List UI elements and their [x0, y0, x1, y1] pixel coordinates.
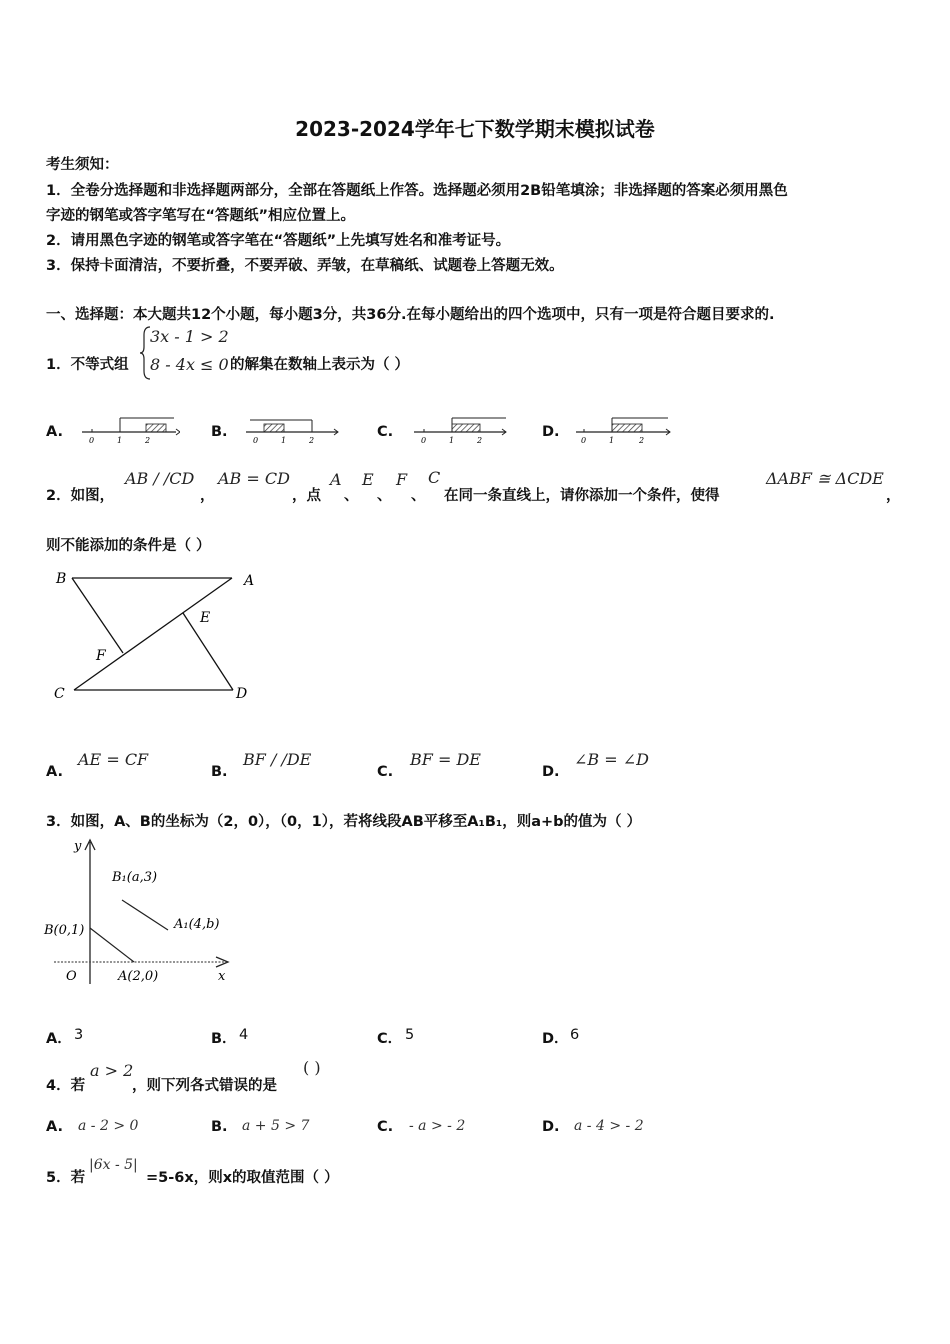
q3-text: 3．如图，A、B的坐标为（2，0），（0，1），若将线段AB平移至A₁B₁，则a+b的值为（ ） — [46, 814, 642, 830]
q2-condition-equal: AB = CD — [218, 469, 290, 488]
notice-line-1b: 字迹的钢笔或答字笔写在“答题纸”相应位置上。 — [46, 208, 356, 224]
q3-option-d-label[interactable]: D． — [542, 1031, 569, 1047]
q1-option-c-numberline — [412, 412, 512, 446]
q1-b-tick-1: 1 — [281, 436, 287, 445]
q2-condition-parallel: AB / /CD — [125, 469, 195, 488]
q1-suffix: 的解集在数轴上表示为（ ） — [230, 357, 410, 373]
q2-fig-label-f: F — [96, 648, 106, 664]
q1-option-d-label[interactable]: D. — [542, 424, 560, 440]
q1-inequality-2: 8 - 4x ≤ 0 — [150, 355, 229, 374]
q1-option-a-numberline — [80, 412, 180, 446]
q2-option-b-expr: BF / /DE — [243, 750, 312, 769]
q3-option-d-value: 6 — [570, 1027, 580, 1043]
q4-prefix: 4．若 — [46, 1078, 86, 1094]
q1-d-tick-0: 0 — [581, 436, 587, 445]
q2-mid: ，点 — [292, 488, 321, 504]
q3-axis-y: y — [74, 839, 82, 854]
q2-comma: ， — [200, 488, 215, 504]
q3-option-a-label[interactable]: A． — [46, 1031, 72, 1047]
q1-c-tick-2: 2 — [477, 436, 483, 445]
q4-option-a-label[interactable]: A. — [46, 1119, 63, 1135]
q4-paren: ( ) — [303, 1058, 321, 1077]
q4-option-d-expr: a - 4 > - 2 — [574, 1118, 644, 1134]
q2-option-b-label[interactable]: B. — [211, 764, 228, 780]
q3-point-a1: A₁(4,b) — [174, 917, 220, 932]
q3-option-c-value: 5 — [405, 1027, 415, 1043]
q2-prefix: 2．如图， — [46, 488, 115, 504]
q2-text: 在同一条直线上，请你添加一个条件，使得 — [444, 488, 720, 504]
q1-a-tick-0: 0 — [89, 436, 95, 445]
q1-option-a-label[interactable]: A. — [46, 424, 63, 440]
notice-heading: 考生须知： — [46, 157, 119, 173]
q1-inequality-1: 3x - 1 > 2 — [150, 327, 229, 346]
notice-line-3: 3．保持卡面清洁，不要折叠，不要弄破、弄皱，在草稿纸、试题卷上答题无效。 — [46, 258, 564, 274]
q2-figure — [46, 565, 266, 710]
q2-point-e: E — [362, 470, 374, 489]
q3-option-b-value: 4 — [239, 1027, 249, 1043]
q1-b-tick-0: 0 — [253, 436, 259, 445]
q2-sep-2: 、 — [377, 488, 392, 504]
q1-c-tick-0: 0 — [421, 436, 427, 445]
q4-option-b-expr: a + 5 > 7 — [242, 1118, 310, 1134]
q3-option-c-label[interactable]: C． — [377, 1031, 403, 1047]
q2-option-d-label[interactable]: D. — [542, 764, 560, 780]
q1-a-tick-1: 1 — [117, 436, 123, 445]
q1-option-d-numberline — [574, 412, 674, 446]
q4-option-c-expr: - a > - 2 — [409, 1118, 466, 1134]
q1-d-tick-1: 1 — [609, 436, 615, 445]
q2-point-c: C — [428, 468, 441, 487]
q1-option-c-label[interactable]: C. — [377, 424, 394, 440]
notice-line-2: 2．请用黑色字迹的钢笔或答字笔在“答题纸”上先填写姓名和准考证号。 — [46, 233, 511, 249]
q3-option-a-value: 3 — [74, 1027, 84, 1043]
q3-point-b1: B₁(a,3) — [112, 870, 158, 885]
q4-suffix: ，则下列各式错误的是 — [132, 1078, 277, 1094]
q3-axis-x: x — [218, 969, 226, 984]
q1-option-b-label[interactable]: B. — [211, 424, 228, 440]
q2-fig-label-a: A — [244, 573, 255, 589]
q2-option-a-expr: AE = CF — [78, 750, 149, 769]
section-heading: 一、选择题：本大题共12个小题，每小题3分，共36分.在每小题给出的四个选项中，只有一项是符合题目要求的. — [46, 307, 775, 323]
q4-option-b-label[interactable]: B. — [211, 1119, 228, 1135]
q2-option-d-expr: ∠B = ∠D — [574, 750, 649, 769]
q3-figure — [40, 836, 240, 986]
q2-point-a: A — [330, 470, 342, 489]
q2-fig-label-d: D — [236, 686, 248, 702]
q1-d-tick-2: 2 — [639, 436, 645, 445]
q5-prefix: 5．若 — [46, 1170, 86, 1186]
notice-line-1: 1．全卷分选择题和非选择题两部分，全部在答题纸上作答。选择题必须用2B铅笔填涂；非选择题的答案必须用黑色 — [46, 183, 788, 199]
page-title: 2023-2024学年七下数学期末模拟试卷 — [295, 117, 655, 141]
q2-comma-2: ， — [886, 488, 901, 504]
q2-sep-3: 、 — [411, 488, 426, 504]
q2-sep-1: 、 — [344, 488, 359, 504]
q2-congruence: ΔABF ≅ ΔCDE — [766, 469, 884, 488]
q2-option-a-label[interactable]: A. — [46, 764, 63, 780]
q4-condition: a > 2 — [90, 1061, 134, 1080]
q2-line-2: 则不能添加的条件是（ ） — [46, 538, 211, 554]
q2-fig-label-c: C — [54, 686, 65, 702]
q3-origin: O — [66, 969, 77, 984]
q3-point-a: A(2,0) — [118, 969, 159, 984]
q5-suffix: =5-6x，则x的取值范围（ ） — [146, 1170, 339, 1186]
q1-b-tick-2: 2 — [309, 436, 315, 445]
q2-fig-label-b: B — [56, 571, 67, 587]
q4-option-a-expr: a - 2 > 0 — [78, 1118, 139, 1134]
q4-option-c-label[interactable]: C. — [377, 1119, 394, 1135]
q1-option-b-numberline — [244, 412, 344, 446]
q3-option-b-label[interactable]: B． — [211, 1031, 237, 1047]
q2-option-c-label[interactable]: C. — [377, 764, 394, 780]
q5-expression: |6x - 5| — [89, 1157, 138, 1173]
q2-point-f: F — [396, 470, 408, 489]
q2-fig-label-e: E — [200, 610, 211, 626]
q1-c-tick-1: 1 — [449, 436, 455, 445]
q1-a-tick-2: 2 — [145, 436, 151, 445]
q4-option-d-label[interactable]: D. — [542, 1119, 560, 1135]
q1-prefix: 1．不等式组 — [46, 357, 129, 373]
q2-option-c-expr: BF = DE — [410, 750, 481, 769]
q3-point-b: B(0,1) — [44, 923, 85, 938]
